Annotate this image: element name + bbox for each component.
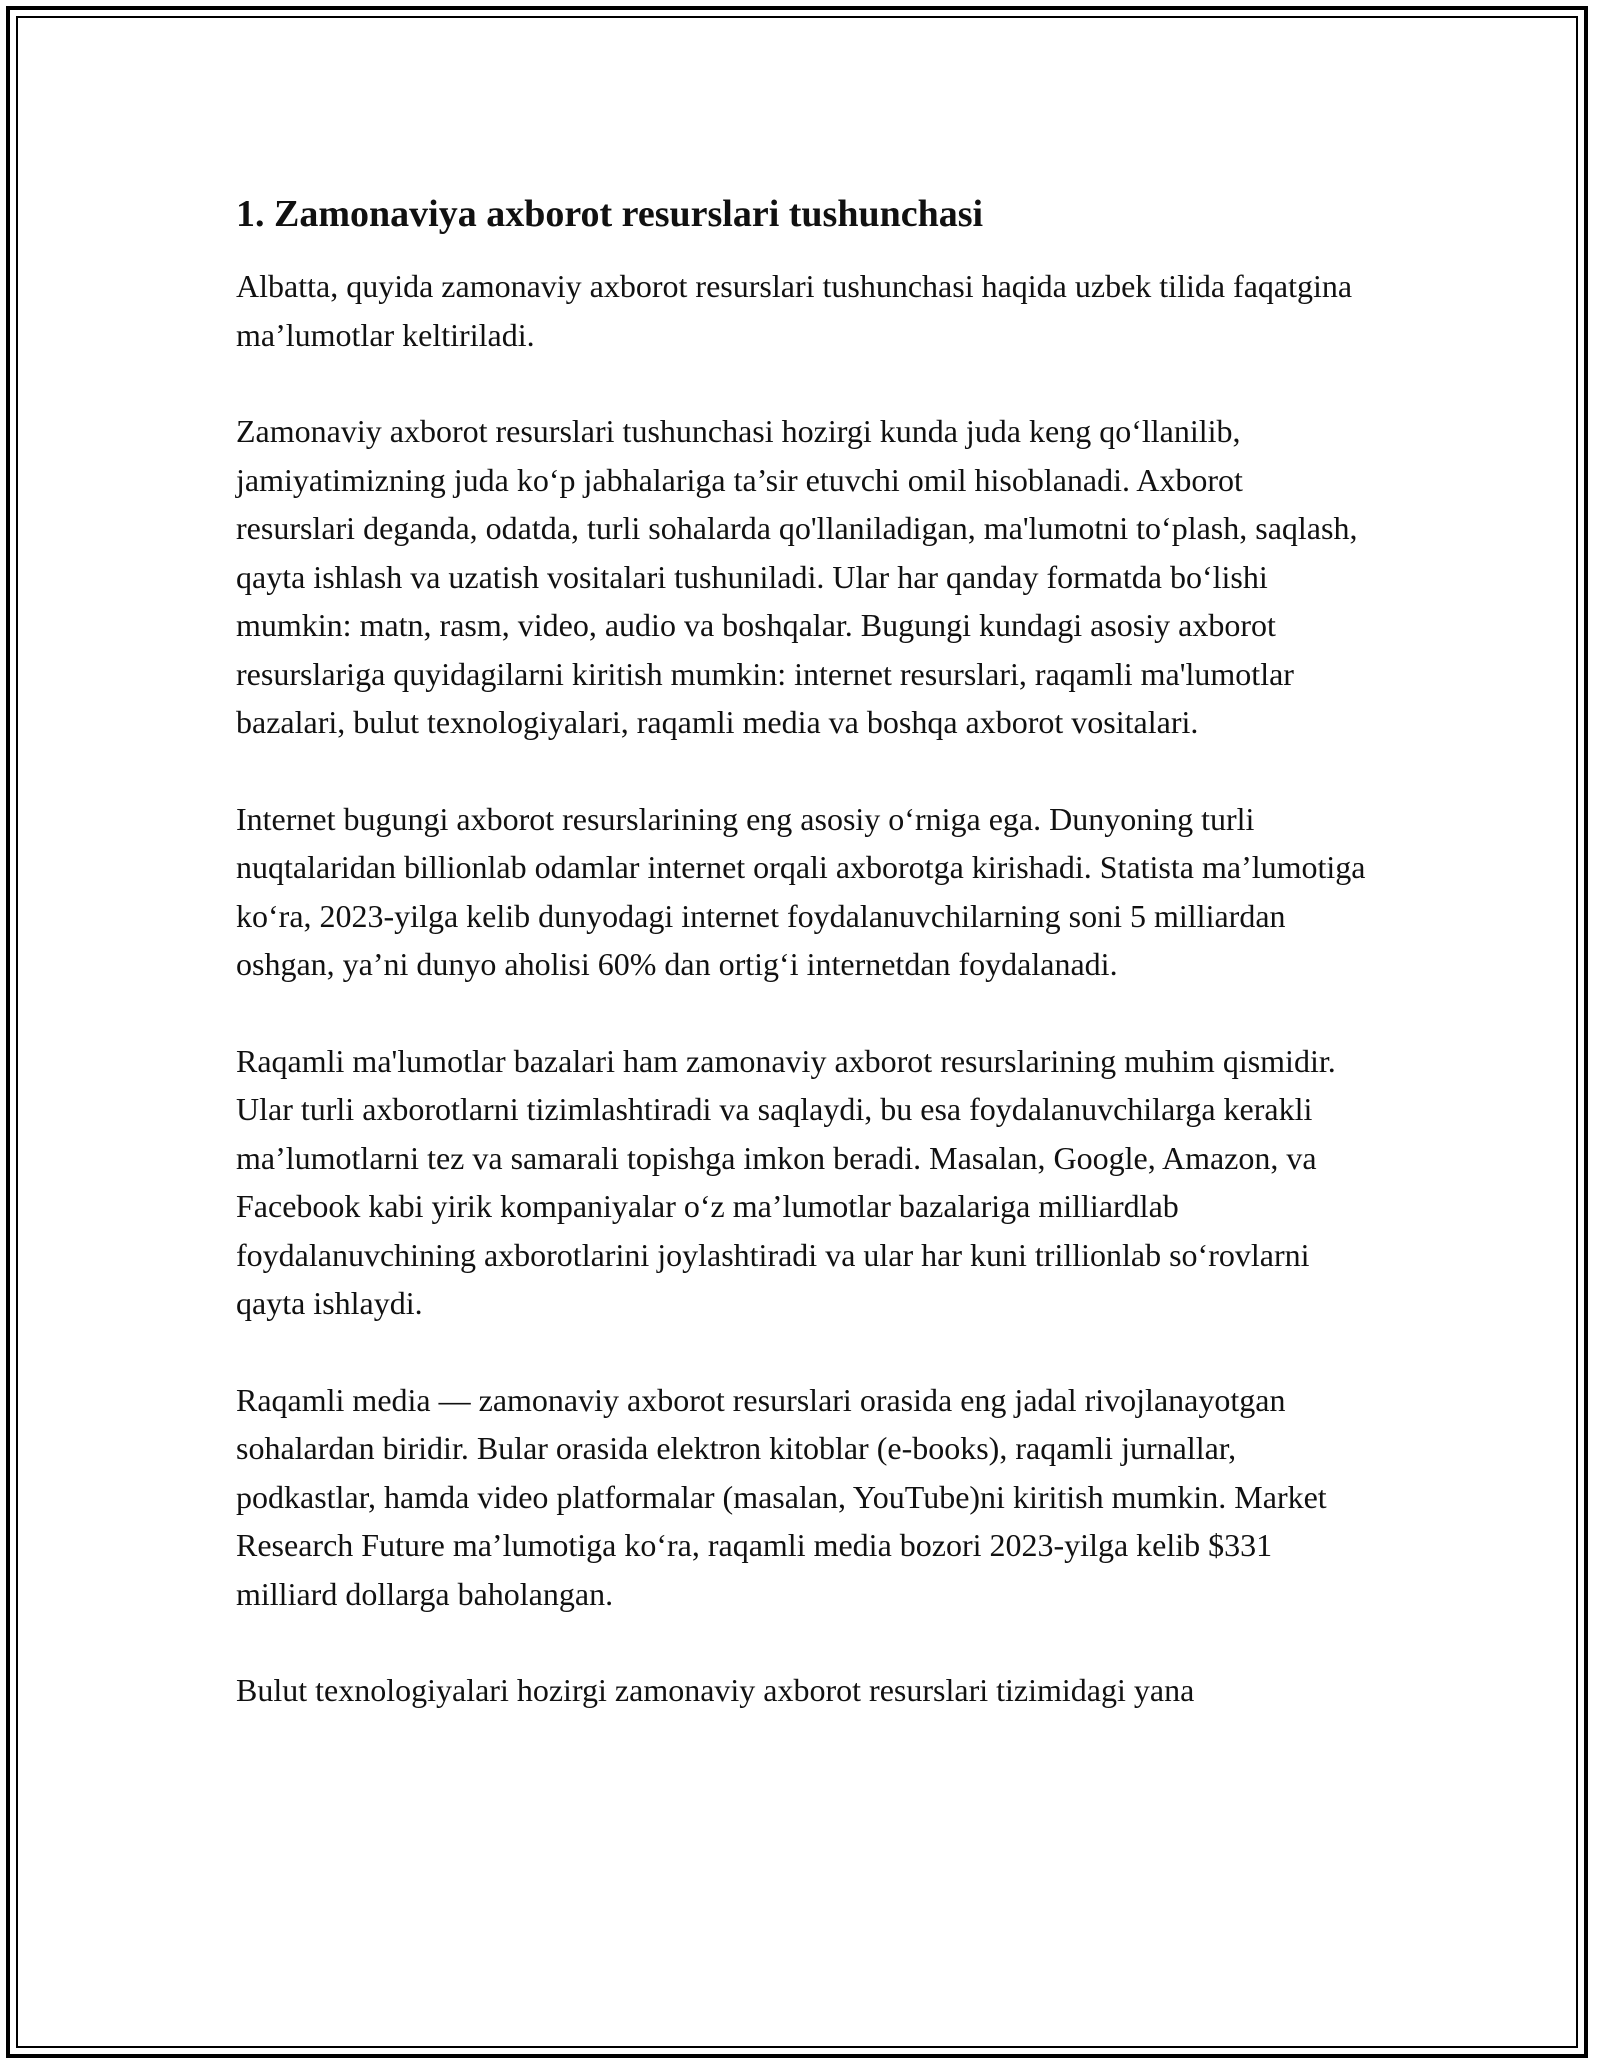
document-body (236, 188, 1366, 1763)
paragraph-intro: Albatta, quyida zamonaviy axborot resurslari tushunchasi haqida uzbek tilida faqatgina ma’lumotlar keltiriladi. (236, 268, 1353, 353)
paragraph-internet: Internet bugungi axborot resurslarining eng asosiy o‘rniga ega. Dunyoning turli nuqtalaridan billionlab odamlar internet orqali axborotga kirishadi. Statista ma’lumotiga ko‘ra, 2023-yilga kelib dunyodagi internet foydalanuvchilarning soni 5 milliardan oshgan, ya’ni dunyo aholisi 60% dan ortig‘i internetdan foydalanadi. (236, 800, 1366, 982)
paragraph-digital-media: Raqamli media — zamonaviy axborot resurslari orasida eng jadal rivojlanayotgan sohalardan biridir. Bular orasida elektron kitoblar (e-books), raqamli jurnallar, podkastlar, hamda video platformalar (masalan, YouTube)ni kiritish mumkin. Market Research Future ma’lumotiga ko‘ra, raqamli media bozori 2023-yilga kelib $331 milliard dollarga baholangan. (236, 1381, 1327, 1612)
section-heading: 1. Zamonaviya axborot resurslari tushunchasi (236, 193, 984, 235)
paragraph-databases: Raqamli ma'lumotlar bazalari ham zamonaviy axborot resurslarining muhim qismidir. Ular turli axborotlarni tizimlashtiradi va saqlaydi, bu esa foydalanuvchilarga kerakli ma’lumotlarni tez va samarali topishga imkon beradi. Masalan, Google, Amazon, va Facebook kabi yirik kompaniyalar o‘z ma’lumotlar bazalariga milliardlab foydalanuvchining axborotlarini joylashtiradi va ular har kuni trillionlab so‘rovlarni qayta ishlaydi. (236, 1042, 1336, 1321)
paragraph-definition: Zamonaviy axborot resurslari tushunchasi hozirgi kunda juda keng qo‘llanilib, jamiyatimizning juda ko‘p jabhalariga ta’sir etuvchi omil hisoblanadi. Axborot resurslari deganda, odatda, turli sohalarda qo'llaniladigan, ma'lumotni to‘plash, saqlash, qayta ishlash va uzatish vositalari tushuniladi. Ular har qanday formatda bo‘lishi mumkin: matn, rasm, video, audio va boshqalar. Bugungi kundagi asosiy axborot resurslariga quyidagilarni kiritish mumkin: internet resurslari, raqamli ma'lumotlar bazalari, bulut texnologiyalari, raqamli media va boshqa axborot vositalari. (236, 413, 1358, 740)
paragraph-cloud: Bulut texnologiyalari hozirgi zamonaviy axborot resurslari tizimidagi yana (236, 1672, 1195, 1708)
